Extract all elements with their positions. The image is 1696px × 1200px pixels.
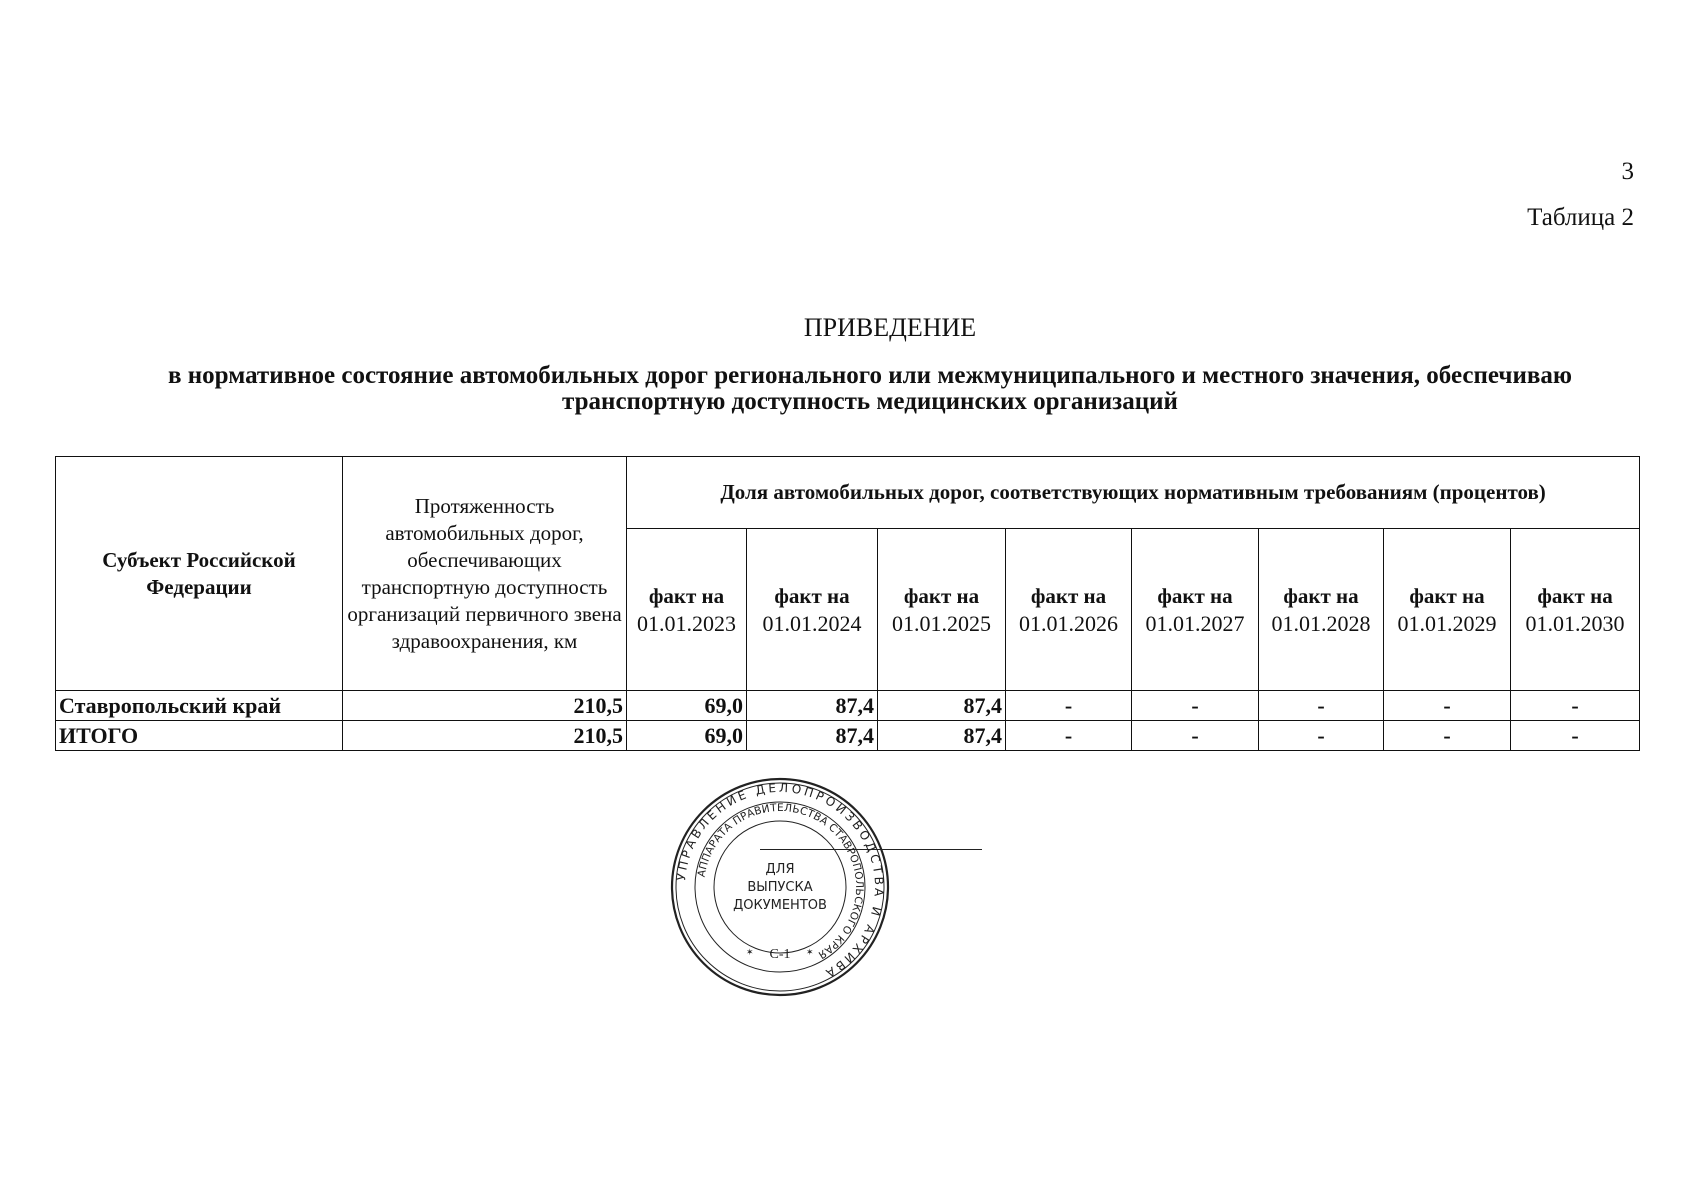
header-year-label: факт на <box>774 583 850 608</box>
row-value: - <box>1384 691 1511 721</box>
row-value: 87,4 <box>747 721 878 751</box>
table-row <box>56 691 1640 721</box>
header-year-date: 01.01.2026 <box>1019 610 1118 636</box>
page-number: 3 <box>1621 158 1634 185</box>
row-name: Ставропольский край <box>56 691 343 721</box>
header-year <box>1511 529 1640 691</box>
stamp-inner-text: АППАРАТА ПРАВИТЕЛЬСТВА СТАВРОПОЛЬСКОГО КРАЯ <box>695 801 866 961</box>
row-value: - <box>1132 721 1259 751</box>
header-length-text: Протяженность автомобильных дорог, обеспечивающих транспортную доступность организаций первичного звена здравоохранения, км <box>347 493 622 653</box>
row-value: - <box>1259 721 1384 751</box>
header-year <box>1384 529 1511 691</box>
row-value: - <box>1511 691 1640 721</box>
data-table <box>55 456 1640 751</box>
row-value: - <box>1384 721 1511 751</box>
header-year-label: факт на <box>1030 583 1107 608</box>
header-year-date: 01.01.2024 <box>762 610 862 636</box>
header-year <box>1132 529 1259 691</box>
row-length: 210,5 <box>343 691 627 721</box>
table-row <box>56 721 1640 751</box>
row-value: - <box>1511 721 1640 751</box>
header-share-group: Доля автомобильных дорог, соответствующих нормативным требованиям (процентов) <box>627 457 1640 529</box>
row-value: - <box>1006 691 1132 721</box>
row-value: 69,0 <box>627 721 747 751</box>
stamp-center-line2: ВЫПУСКА <box>747 880 813 895</box>
header-year-label: факт на <box>648 583 725 608</box>
official-stamp <box>668 775 892 999</box>
header-year-date: 01.01.2030 <box>1525 610 1625 636</box>
header-year-label: факт на <box>1409 583 1485 608</box>
header-year-date: 01.01.2029 <box>1397 610 1497 636</box>
stamp-center-line1: ДЛЯ <box>765 862 795 877</box>
row-value: - <box>1132 691 1259 721</box>
header-year-label: факт на <box>903 583 980 608</box>
header-year <box>1006 529 1132 691</box>
header-subject: Субъект Российской Федерации <box>56 457 343 691</box>
table-label: Таблица 2 <box>1527 204 1634 231</box>
header-year-date: 01.01.2028 <box>1271 610 1371 636</box>
stamp-center-line3: ДОКУМЕНТОВ <box>733 898 827 913</box>
stamp-outer-text: УПРАВЛЕНИЕ ДЕЛОПРОИЗВОДСТВА И АРХИВА <box>674 780 887 982</box>
header-year-date: 01.01.2025 <box>892 610 991 636</box>
row-value: - <box>1259 691 1384 721</box>
stamp-star-icon: ✶ <box>746 948 754 958</box>
row-value: - <box>1006 721 1132 751</box>
header-year-label: факт на <box>1283 583 1359 608</box>
stamp-code: С-1 <box>769 947 791 962</box>
header-year-label: факт на <box>1537 583 1613 608</box>
row-name: ИТОГО <box>56 721 343 751</box>
row-value: 87,4 <box>747 691 878 721</box>
header-year-label: факт на <box>1157 583 1233 608</box>
row-value: 87,4 <box>878 691 1006 721</box>
document-subtitle: в нормативное состояние автомобильных дорог регионального или межмуниципального и местного значения, обеспечиваю транспортную доступность медицинских организаций <box>168 362 1572 415</box>
stamp-star-icon: ✶ <box>806 948 814 958</box>
header-year <box>1259 529 1384 691</box>
header-year-date: 01.01.2027 <box>1145 610 1245 636</box>
row-length: 210,5 <box>343 721 627 751</box>
header-year <box>627 529 747 691</box>
row-value: 87,4 <box>878 721 1006 751</box>
header-length <box>343 457 627 691</box>
row-value: 69,0 <box>627 691 747 721</box>
header-year-date: 01.01.2023 <box>637 610 736 636</box>
header-year <box>878 529 1006 691</box>
header-year <box>747 529 878 691</box>
document-title: ПРИВЕДЕНИЕ <box>803 313 977 342</box>
